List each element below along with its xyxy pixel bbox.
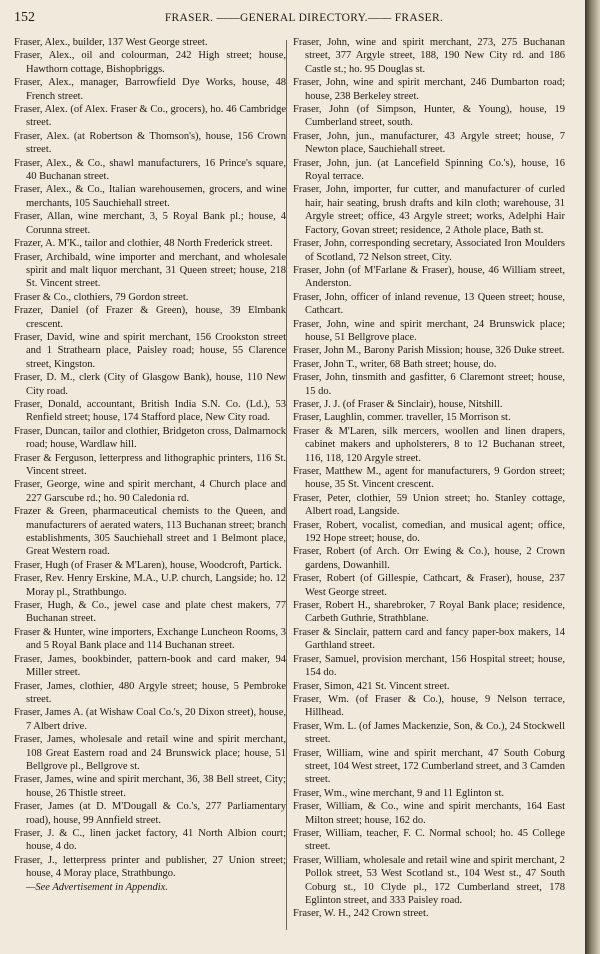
directory-entry: Fraser, Robert (of Gillespie, Cathcart, & Fraser), house, 237 West George street.: [293, 573, 565, 598]
directory-entry: Fraser, William, wholesale and retail wine and spirit merchant, 2 Pollok street, 53 West Scotland st., 104 West st., 47 South Coburg st., 10 Clyde pl., 172 Cumberland street, 178 Eglinton street, and 333 Paisley road.: [293, 854, 565, 906]
page-number: 152: [14, 10, 35, 25]
directory-entry: Fraser, Robert H., sharebroker, 7 Royal Bank place; residence, Carbeth Guthrie, Strathblane.: [293, 600, 565, 625]
directory-entry: Fraser, Rev. Henry Erskine, M.A., U.P. church, Langside; ho. 12 Moray pl., Strathbungo.: [14, 573, 286, 598]
directory-entry: Fraser, Alex., & Co., Italian warehousemen, grocers, and wine merchants, 105 Sauchiehall street.: [14, 184, 286, 209]
directory-entry: Fraser, William, wine and spirit merchant, 47 South Coburg street, 104 West street, 172 Cumberland street, and 3 Camden street.: [293, 747, 565, 786]
directory-entry: Fraser, Donald, accountant, British India S.N. Co. (Ld.), 53 Renfield street; house, 174 Stafford place, New City road.: [14, 398, 286, 424]
directory-entry: Fraser, J., letterpress printer and publisher, 27 Union street; house, 4 Moray place, Strathbungo.: [14, 854, 286, 880]
directory-entry: Fraser, David, wine and spirit merchant, 156 Crookston street and 1 Strathearn place, Paisley road; house, 55 Clarence street, Kingston.: [14, 331, 286, 370]
directory-entry: Fraser, J. & C., linen jacket factory, 41 North Albion court; house, 4 do.: [14, 827, 286, 853]
directory-entry: Fraser, John, jun. (at Lancefield Spinning Co.'s), house, 16 Royal terrace.: [293, 157, 565, 183]
directory-entry: Fraser, Wm. L. (of James Mackenzie, Son, & Co.), 24 Stockwell street.: [293, 720, 565, 746]
directory-entry: Fraser, Alex., & Co., shawl manufacturers, 16 Prince's square, 40 Buchanan street.: [14, 157, 286, 183]
directory-entry: Fraser, Samuel, provision merchant, 156 Hospital street; house, 154 do.: [293, 653, 565, 679]
directory-entry: Fraser, James, bookbinder, pattern-book and card maker, 94 Miller street.: [14, 653, 286, 679]
directory-entry: Fraser & Sinclair, pattern card and fancy paper-box makers, 14 Garthland street.: [293, 626, 565, 652]
directory-entry: Fraser, Alex., manager, Barrowfield Dye Works, house, 48 French street.: [14, 77, 286, 102]
running-title: FRASER. ——GENERAL DIRECTORY.—— FRASER.: [164, 12, 444, 24]
directory-entry: Fraser, Peter, clothier, 59 Union street; ho. Stanley cottage, Albert road, Langside.: [293, 492, 565, 518]
directory-entry: Fraser, James, wholesale and retail wine and spirit merchant, 108 Great Eastern road and 24 Brunswick place; house, 51 Bellgrove pl., Bellgrove st.: [14, 734, 286, 772]
directory-entry: Frazer, Daniel (of Frazer & Green), house, 39 Elmbank crescent.: [14, 305, 286, 330]
directory-entry: Fraser, W. H., 242 Crown street.: [293, 908, 429, 920]
directory-entry: Fraser, Alex. (of Alex. Fraser & Co., grocers), ho. 46 Cambridge street.: [14, 104, 286, 129]
directory-entry: Fraser, Wm., wine merchant, 9 and 11 Eglinton st.: [293, 787, 504, 799]
directory-entry: Fraser, James (at D. M'Dougall & Co.'s, 277 Parliamentary road), house, 99 Annfield street.: [14, 801, 286, 826]
directory-entry: Fraser, George, wine and spirit merchant, 4 Church place and 227 Garscube rd.; ho. 90 Caledonia rd.: [14, 479, 286, 504]
directory-entry: Fraser, Robert, vocalist, comedian, and musical agent; office, 192 Hope street; house, do.: [293, 519, 565, 545]
directory-entry: Fraser, John M., Barony Parish Mission; house, 326 Duke street.: [293, 345, 565, 357]
directory-entry: Fraser, Allan, wine merchant, 3, 5 Royal Bank pl.; house, 4 Corunna street.: [14, 211, 286, 236]
directory-entry: Fraser & M'Laren, silk mercers, woollen and linen drapers, cabinet makers and upholsterers, 8 to 12 Buchanan street, 116, 118, 120 Argyle street.: [293, 425, 565, 464]
right-column: [293, 36, 565, 921]
directory-entry: Fraser, John, tinsmith and gasfitter, 6 Claremont street; house, 15 do.: [293, 372, 565, 397]
binding-gutter: [585, 0, 600, 954]
directory-entry: Fraser, Alex. (at Robertson & Thomson's), house, 156 Crown street.: [14, 130, 286, 156]
directory-entry: Fraser & Hunter, wine importers, Exchange Luncheon Rooms, 3 and 5 Royal Bank place and 114 Buchanan street.: [14, 626, 286, 652]
advertisement-note: —See Advertisement in Appendix.: [26, 881, 168, 893]
directory-entry: Fraser & Co., clothiers, 79 Gordon street.: [14, 291, 189, 303]
directory-entry: Fraser, Matthew M., agent for manufacturers, 9 Gordon street; house, 35 St. Vincent crescent.: [293, 466, 565, 491]
directory-entry: Fraser, John (of M'Farlane & Fraser), house, 46 William street, Anderston.: [293, 264, 565, 290]
directory-entry: Fraser, Alex., builder, 137 West George street.: [14, 37, 208, 48]
directory-entry: Fraser, Robert (of Arch. Orr Ewing & Co.), house, 2 Crown gardens, Dowanhill.: [293, 546, 565, 571]
directory-entry: Fraser, John, importer, fur cutter, and manufacturer of curled hair, hair seating, brush drafts and kiln cloth; warehouse, 31 Argyle street; office, 43 Argyle street; works, Adelphi Hair Factory, Govan street; residence, 2 Athole place, Bath st.: [293, 184, 565, 236]
directory-entry: Fraser, John, officer of inland revenue, 13 Queen street; house, Cathcart.: [293, 291, 565, 317]
directory-entry: Fraser, Hugh, & Co., jewel case and plate chest makers, 77 Buchanan street.: [14, 600, 286, 625]
page-header: [14, 10, 574, 26]
directory-entry: Fraser, William, teacher, F. C. Normal school; ho. 45 College street.: [293, 827, 565, 853]
directory-entry: Frazer, A. M'K., tailor and clothier, 48 North Frederick street.: [14, 238, 273, 250]
directory-entry: Fraser, John, wine and spirit merchant, 273, 275 Buchanan street, 377 Argyle street, 188, 190 New City rd. and 186 Castle st.; ho. 95 Douglas st.: [293, 37, 565, 75]
directory-entry: Fraser, Duncan, tailor and clothier, Bridgeton cross, Dalmarnock road; house, Wardlaw hill.: [14, 425, 286, 451]
directory-entry: Fraser, Alex., oil and colourman, 242 High street; house, Hawthorn cottage, Bishopbriggs.: [14, 50, 286, 75]
directory-entry: Frazer & Green, pharmaceutical chemists to the Queen, and manufacturers of aerated waters, 113 Buchanan street; branch establishments, 305 Sauchiehall street and 1 Belmont place, Great Western road.: [14, 506, 286, 558]
directory-entry: Fraser, John, jun., manufacturer, 43 Argyle street; house, 7 Newton place, Sauchiehall street.: [293, 130, 565, 156]
directory-entry: Fraser & Ferguson, letterpress and lithographic printers, 116 St. Vincent street.: [14, 452, 286, 477]
left-column: [14, 36, 286, 894]
directory-entry: Fraser, Hugh (of Fraser & M'Laren), house, Woodcroft, Partick.: [14, 559, 282, 571]
directory-entry: Fraser, Archibald, wine importer and merchant, and wholesale spirit and malt liquor merchant, 31 Queen street; house, 218 St. Vincent street.: [14, 251, 286, 290]
directory-entry: Fraser, James A. (at Wishaw Coal Co.'s, 20 Dixon street), house, 7 Albert drive.: [14, 707, 286, 732]
directory-entry: Fraser, James, clothier, 480 Argyle street; house, 5 Pembroke street.: [14, 680, 286, 705]
directory-entry: Fraser, John, wine and spirit merchant, 246 Dumbarton road; house, 238 Berkeley street.: [293, 77, 565, 102]
column-divider: [286, 40, 287, 930]
directory-entry: Fraser, Simon, 421 St. Vincent street.: [293, 680, 450, 692]
directory-entry: Fraser, John, corresponding secretary, Associated Iron Moulders of Scotland, 72 Nelson street, City.: [293, 238, 565, 263]
directory-entry: Fraser, James, wine and spirit merchant, 36, 38 Bell street, City; house, 26 Thistle street.: [14, 774, 286, 799]
directory-entry: Fraser, John, wine and spirit merchant, 24 Brunswick place; house, 51 Bellgrove place.: [293, 318, 565, 343]
directory-entry: Fraser, Wm. (of Fraser & Co.), house, 9 Nelson terrace, Hillhead.: [293, 693, 565, 719]
directory-entry: Fraser, D. M., clerk (City of Glasgow Bank), house, 110 New City road.: [14, 372, 286, 397]
directory-entry: Fraser, William, & Co., wine and spirit merchants, 164 East Milton street; house, 162 do.: [293, 801, 565, 826]
directory-entry: Fraser, Laughlin, commer. traveller, 15 Morrison st.: [293, 412, 511, 424]
directory-entry: Fraser, John (of Simpson, Hunter, & Young), house, 19 Cumberland street, south.: [293, 104, 565, 129]
directory-entry: Fraser, John T., writer, 68 Bath street; house, do.: [293, 358, 497, 370]
directory-entry: Fraser, J. J. (of Fraser & Sinclair), house, Nitshill.: [293, 398, 503, 410]
